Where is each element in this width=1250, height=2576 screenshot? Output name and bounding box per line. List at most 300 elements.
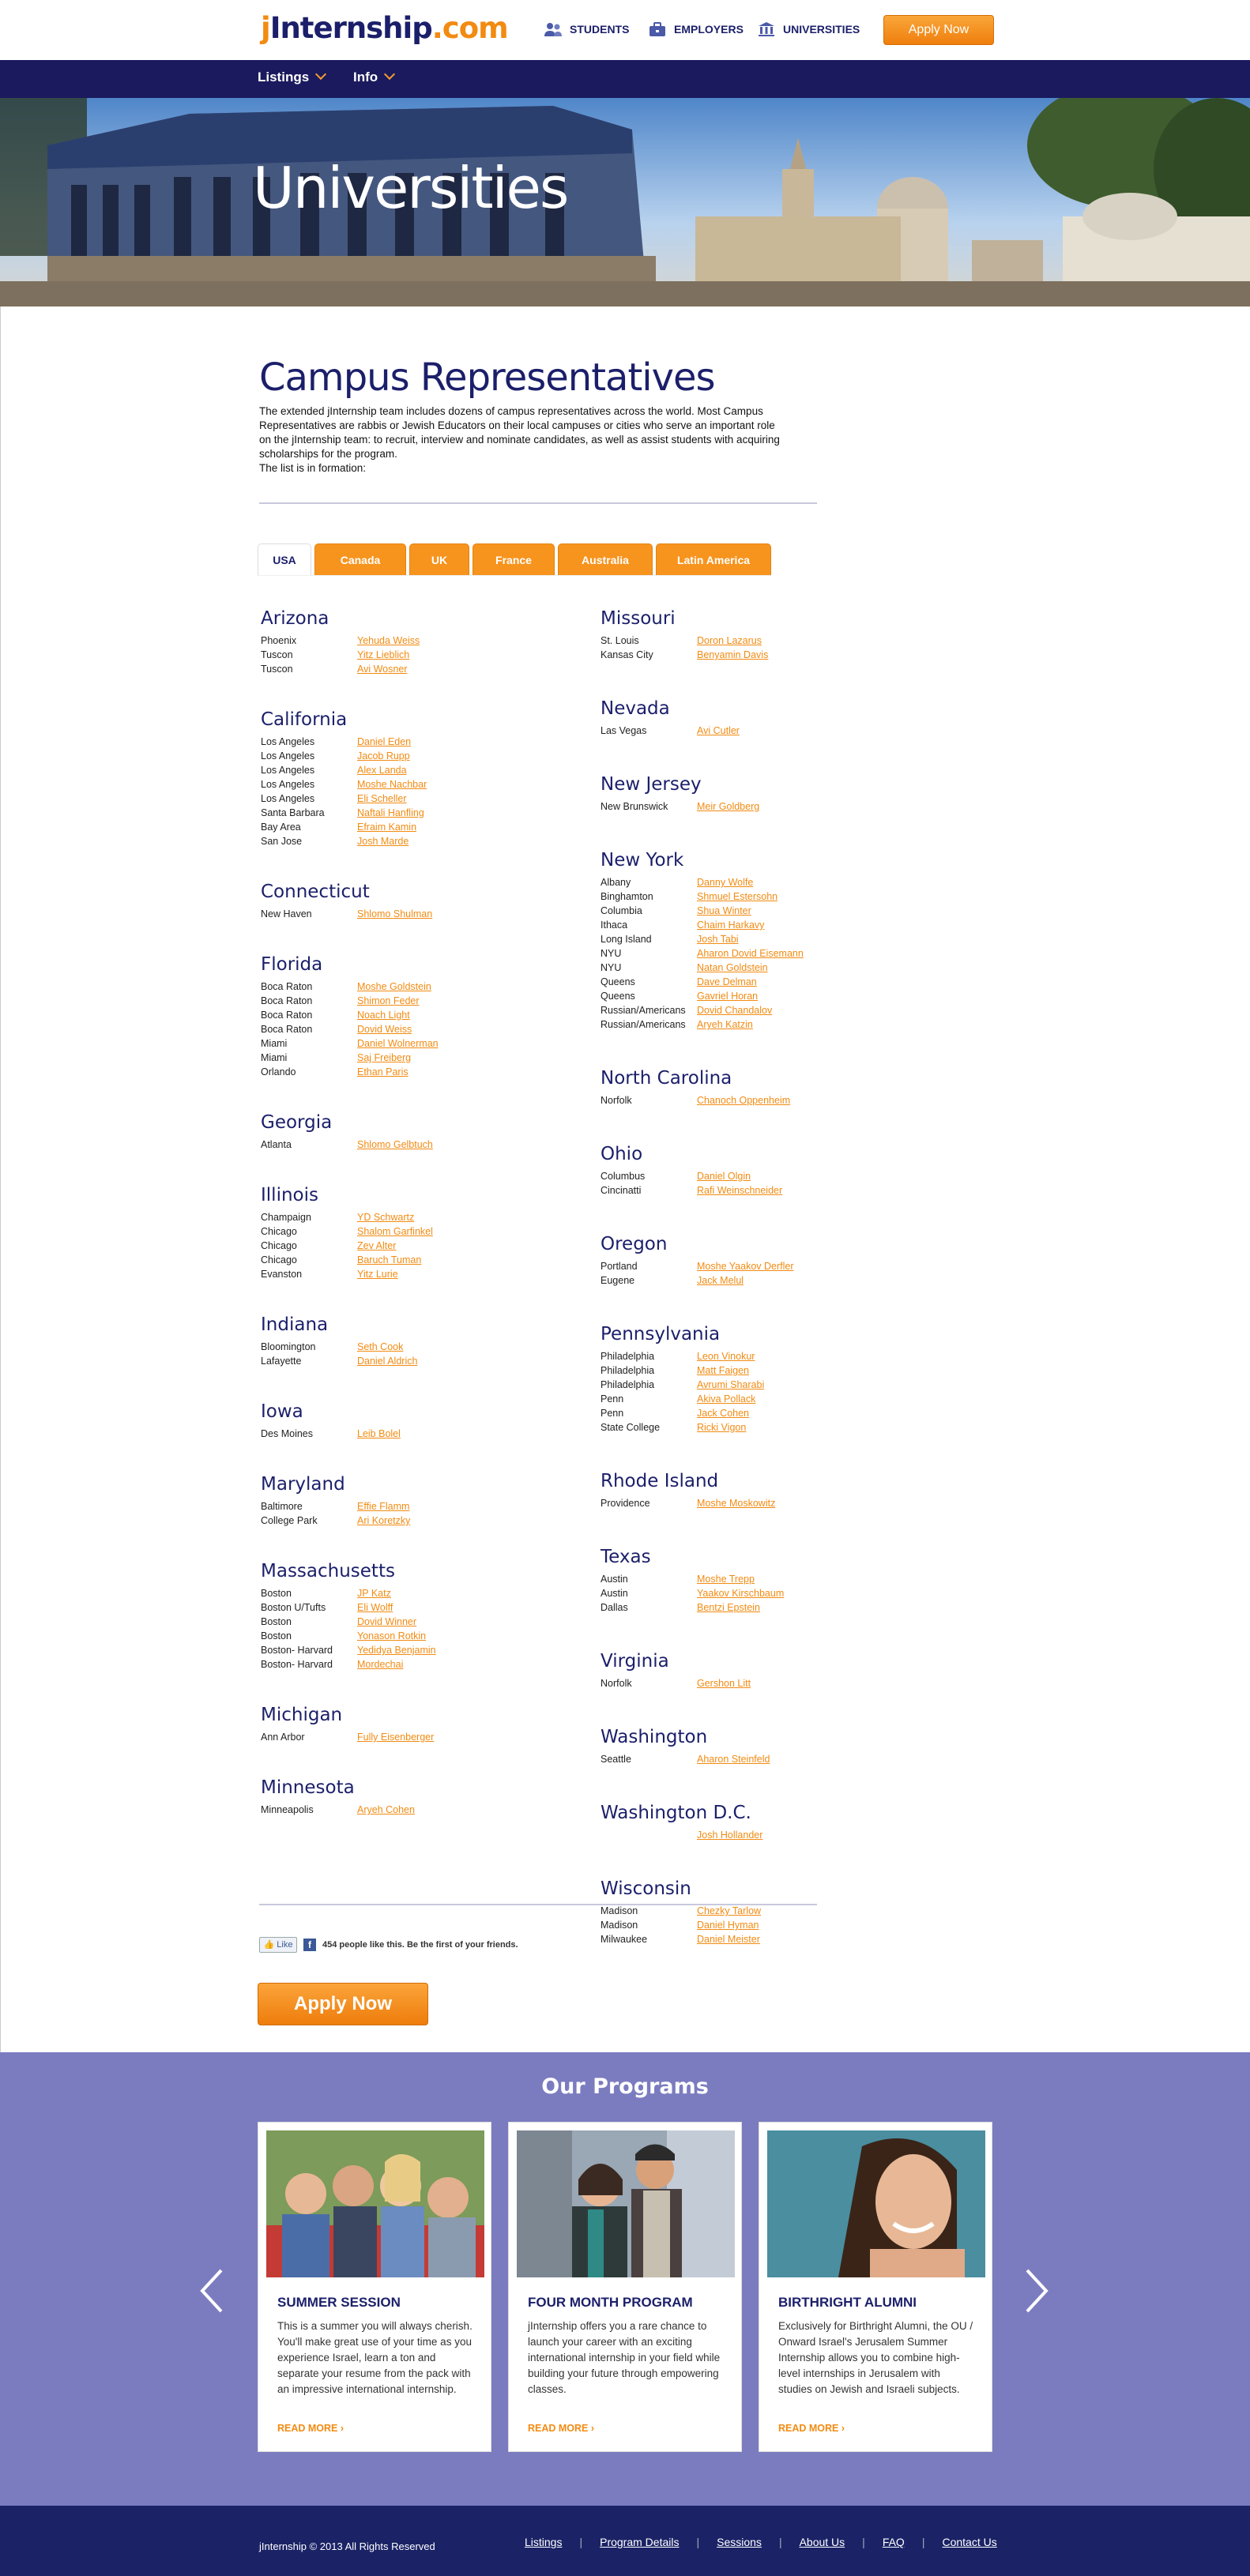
country-tabs — [258, 543, 771, 575]
state-block — [601, 1547, 932, 1615]
state-block — [261, 1314, 593, 1368]
rep-city: Boston- Harvard — [261, 1645, 333, 1656]
footer-link-about-us[interactable]: About Us — [799, 2536, 845, 2548]
rep-city: Dallas — [601, 1602, 628, 1613]
rep-city: Bloomington — [261, 1341, 316, 1352]
footer-link-faq[interactable]: FAQ — [882, 2536, 905, 2548]
rep-row — [601, 1600, 932, 1615]
rep-name-link[interactable]: Shlomo Gelbtuch — [357, 1139, 433, 1150]
rep-name-link[interactable]: Leib Bolel — [357, 1428, 401, 1439]
rep-city: Boca Raton — [261, 1024, 313, 1035]
like-button[interactable]: 👍 Like — [259, 1937, 297, 1953]
rep-row — [601, 1392, 932, 1406]
rep-city: Providence — [601, 1498, 650, 1509]
rep-row — [601, 1904, 932, 1918]
state-name: Wisconsin — [601, 1878, 691, 1899]
chevron-right-icon: › — [590, 2423, 595, 2434]
rep-city: NYU — [601, 962, 622, 973]
program-photo — [266, 2130, 484, 2277]
rep-row — [601, 1363, 932, 1378]
rep-row — [601, 1932, 932, 1946]
footer-link-listings[interactable]: Listings — [525, 2536, 563, 2548]
state-name: Rhode Island — [601, 1471, 719, 1491]
rep-row — [601, 648, 932, 662]
rep-city: New Brunswick — [601, 801, 668, 812]
state-block — [261, 1112, 593, 1152]
rep-name-link[interactable]: Yedidya Benjamin — [357, 1645, 436, 1656]
state-block — [601, 1068, 932, 1107]
state-block — [261, 1705, 593, 1744]
rep-name-link[interactable]: Dovid Winner — [357, 1616, 417, 1627]
program-card-summer[interactable] — [258, 2122, 491, 2452]
rep-name-link[interactable]: Avi Wosner — [357, 664, 408, 675]
rep-city: Seattle — [601, 1754, 631, 1765]
state-name: North Carolina — [601, 1068, 732, 1089]
rep-name-link[interactable]: Daniel Aldrich — [357, 1356, 418, 1367]
state-block — [601, 850, 932, 1032]
state-name: California — [261, 709, 348, 730]
site-header — [0, 0, 1250, 60]
rep-row — [261, 1354, 593, 1368]
tab-uk[interactable]: UK — [409, 543, 469, 575]
tab-france[interactable]: France — [473, 543, 555, 575]
rep-name-link[interactable]: Chanoch Oppenheim — [697, 1095, 791, 1106]
rep-name-link[interactable]: Chaim Harkavy — [697, 919, 765, 931]
rep-city: Columbia — [601, 905, 642, 916]
rep-row — [601, 989, 932, 1003]
rep-row — [601, 1003, 932, 1017]
rep-name-link[interactable]: Effie Flamm — [357, 1501, 410, 1512]
rep-row — [261, 1514, 593, 1528]
apply-now-button[interactable]: Apply Now — [883, 15, 994, 45]
rep-row — [601, 1496, 932, 1510]
state-name: Washington — [601, 1727, 708, 1747]
rep-row — [261, 1008, 593, 1022]
state-name: Illinois — [261, 1185, 318, 1205]
rep-row — [261, 735, 593, 749]
rep-row — [261, 662, 593, 676]
rep-city: Long Island — [601, 934, 652, 945]
state-name: Ohio — [601, 1144, 643, 1164]
read-more-link[interactable]: READ MORE › — [528, 2423, 595, 2434]
rep-row — [261, 1803, 593, 1817]
rep-name-link[interactable]: Ethan Paris — [357, 1066, 409, 1077]
rep-row — [601, 1349, 932, 1363]
program-card-title: BIRTHRIGHT ALUMNI — [778, 2295, 917, 2310]
rep-city: Miami — [261, 1052, 288, 1063]
rep-city: Kansas City — [601, 649, 653, 660]
rep-name-link[interactable]: Yaakov Kirschbaum — [697, 1588, 785, 1599]
rep-name-link[interactable]: Baruch Tuman — [357, 1254, 422, 1265]
rep-city: NYU — [601, 948, 622, 959]
rep-city: Chicago — [261, 1254, 297, 1265]
facebook-icon: f — [303, 1939, 316, 1951]
rep-name-link[interactable]: Aharon Steinfeld — [697, 1754, 770, 1765]
rep-city: Madison — [601, 1905, 638, 1916]
rep-name-link[interactable]: Jack Cohen — [697, 1408, 750, 1419]
rep-row — [601, 1406, 932, 1420]
rep-city — [601, 1828, 697, 1842]
state-block — [601, 1234, 932, 1288]
rep-city: Las Vegas — [601, 725, 647, 736]
rep-name-link[interactable]: Daniel Olgin — [697, 1171, 751, 1182]
rep-row — [261, 749, 593, 763]
state-block — [261, 1777, 593, 1817]
state-block — [601, 1803, 932, 1842]
state-name: Massachusetts — [261, 1561, 395, 1581]
state-name: Arizona — [261, 608, 329, 629]
tab-latin-america[interactable]: Latin America — [656, 543, 771, 575]
rep-name-link[interactable]: Mordechai — [357, 1659, 404, 1670]
state-name: Minnesota — [261, 1777, 355, 1798]
rep-name-link[interactable]: YD Schwartz — [357, 1212, 415, 1223]
state-name: Maryland — [261, 1474, 345, 1495]
rep-row — [261, 1643, 593, 1657]
program-photo — [266, 2130, 484, 2277]
page-title: Campus Representatives — [259, 355, 715, 400]
rep-city: Los Angeles — [261, 750, 315, 762]
rep-row — [261, 792, 593, 806]
carousel-next-arrow[interactable] — [1022, 2267, 1051, 2315]
rep-city: Austin — [601, 1574, 628, 1585]
rep-row — [261, 806, 593, 820]
state-name: Iowa — [261, 1401, 303, 1422]
rep-row — [261, 1615, 593, 1629]
tab-underline — [258, 575, 771, 576]
rep-city: Penn — [601, 1393, 624, 1405]
rep-city: Atlanta — [261, 1139, 292, 1150]
rep-row — [261, 1267, 593, 1281]
programs-section — [0, 2052, 1250, 2506]
rep-row — [261, 994, 593, 1008]
rep-row — [261, 1499, 593, 1514]
rep-name-link[interactable]: Seth Cook — [357, 1341, 404, 1352]
rep-city: Minneapolis — [261, 1804, 314, 1815]
rep-row — [601, 889, 932, 904]
rep-name-link[interactable]: Benyamin Davis — [697, 649, 769, 660]
rep-city: Miami — [261, 1038, 288, 1049]
state-name: Indiana — [261, 1314, 329, 1335]
rep-name-link[interactable]: Leon Vinokur — [697, 1351, 755, 1362]
nav-employers[interactable]: EMPLOYERS — [648, 21, 744, 37]
rep-city: San Jose — [261, 836, 303, 847]
state-block — [601, 774, 932, 814]
rep-row — [261, 820, 593, 834]
read-more-link[interactable]: READ MORE › — [778, 2423, 845, 2434]
rep-row — [601, 634, 932, 648]
rep-row — [261, 1340, 593, 1354]
rep-row — [261, 907, 593, 921]
rep-row — [601, 1572, 932, 1586]
rep-city: Norfolk — [601, 1095, 632, 1106]
rep-city: Albany — [601, 877, 631, 888]
program-photo — [517, 2130, 735, 2277]
rep-name-link[interactable]: Yonason Rotkin — [357, 1630, 427, 1641]
rep-city: Ithaca — [601, 919, 628, 931]
read-more-link[interactable]: READ MORE › — [277, 2423, 345, 2434]
rep-row — [261, 1051, 593, 1065]
rep-city: Boston- Harvard — [261, 1659, 333, 1670]
intro-text: The extended jInternship team includes dozens of campus representatives across the world. Most Campus Representatives are rabbis or Jewish Educators on their local campuses or cities who serve an important role on the jInternship team: to recruit, interview and nominate candidates, as well as assist students with acquiring scholarships for the program. The list is in formation: — [259, 405, 780, 474]
rep-name-link[interactable]: Shlomo Shulman — [357, 908, 433, 919]
rep-name-link[interactable]: Efraim Kamin — [357, 822, 417, 833]
rep-row — [601, 875, 932, 889]
rep-name-link[interactable]: Jack Melul — [697, 1275, 744, 1286]
hero-banner — [0, 98, 1250, 306]
rep-row — [261, 1239, 593, 1253]
chevron-down-icon — [315, 69, 326, 80]
rep-name-link[interactable]: Noach Light — [357, 1010, 410, 1021]
rep-city: Penn — [601, 1408, 624, 1419]
rep-city: College Park — [261, 1515, 318, 1526]
nav-students[interactable]: STUDENTS — [544, 21, 629, 37]
rep-name-link[interactable]: Avi Cutler — [697, 725, 740, 736]
divider — [259, 502, 817, 504]
state-name: Washington D.C. — [601, 1803, 751, 1823]
rep-city: Des Moines — [261, 1428, 313, 1439]
navbar-info[interactable]: Info — [353, 70, 393, 85]
rep-name-link[interactable]: Jacob Rupp — [357, 750, 410, 762]
rep-row — [261, 1600, 593, 1615]
rep-city: Milwaukee — [601, 1934, 648, 1945]
rep-city: Philadelphia — [601, 1379, 655, 1390]
rep-city: Baltimore — [261, 1501, 303, 1512]
rep-name-link[interactable]: Gavriel Horan — [697, 991, 759, 1002]
rep-row — [261, 980, 593, 994]
university-icon — [757, 21, 776, 37]
state-block — [261, 954, 593, 1079]
rep-row — [601, 1017, 932, 1032]
rep-city: St. Louis — [601, 635, 639, 646]
site-logo[interactable]: jInternship.com — [261, 11, 508, 45]
rep-row — [601, 904, 932, 918]
state-block — [601, 608, 932, 662]
program-card-title: FOUR MONTH PROGRAM — [528, 2295, 693, 2310]
rep-row — [601, 975, 932, 989]
rep-name-link[interactable]: Moshe Moskowitz — [697, 1498, 776, 1509]
nav-universities[interactable]: UNIVERSITIES — [757, 21, 860, 37]
rep-row — [261, 1730, 593, 1744]
rep-row — [261, 1022, 593, 1036]
rep-city: Boston — [261, 1630, 292, 1641]
rep-city: Tuscon — [261, 664, 293, 675]
tab-australia[interactable]: Australia — [558, 543, 653, 575]
rep-row — [601, 724, 932, 738]
rep-name-link[interactable]: Yitz Lieblich — [357, 649, 410, 660]
rep-city: Lafayette — [261, 1356, 302, 1367]
rep-name-link[interactable]: Daniel Eden — [357, 736, 412, 747]
program-photo — [767, 2130, 985, 2277]
rep-name-link[interactable]: Rafi Weinschneider — [697, 1185, 783, 1196]
rep-name-link[interactable]: Saj Freiberg — [357, 1052, 412, 1063]
program-card-desc: jInternship offers you a rare chance to launch your career with an exciting international internship in your field while building your future through empowering classes. — [528, 2320, 721, 2395]
rep-row — [601, 1378, 932, 1392]
rep-name-link[interactable]: Shmuel Estersohn — [697, 891, 778, 902]
rep-city: Los Angeles — [261, 779, 315, 790]
state-block — [261, 882, 593, 921]
rep-city: State College — [601, 1422, 661, 1433]
rep-name-link[interactable]: Yitz Lurie — [357, 1269, 398, 1280]
rep-city: Boca Raton — [261, 981, 313, 992]
state-name: New York — [601, 850, 684, 871]
state-block — [261, 1474, 593, 1528]
rep-row — [601, 1183, 932, 1198]
rep-row — [261, 634, 593, 648]
rep-name-link[interactable]: Josh Tabi — [697, 934, 739, 945]
rep-city: Orlando — [261, 1066, 296, 1077]
rep-row — [261, 1629, 593, 1643]
rep-name-link[interactable]: Aryeh Cohen — [357, 1804, 415, 1815]
rep-name-link[interactable]: Gershon Litt — [697, 1678, 751, 1689]
rep-row — [261, 1210, 593, 1224]
program-card-four-month[interactable] — [508, 2122, 742, 2452]
rep-name-link[interactable]: Fully Eisenberger — [357, 1732, 435, 1743]
rep-city: Russian/Americans — [601, 1019, 686, 1030]
state-name: Georgia — [261, 1112, 333, 1133]
chevron-right-icon: › — [841, 2423, 845, 2434]
rep-name-link[interactable]: Ricki Vigon — [697, 1422, 747, 1433]
rep-name-link[interactable]: Bentzi Epstein — [697, 1602, 760, 1613]
state-block — [261, 709, 593, 848]
students-icon — [544, 21, 563, 37]
carousel-prev-arrow[interactable] — [198, 2267, 226, 2315]
rep-name-link[interactable]: Naftali Hanfling — [357, 807, 424, 818]
state-block — [261, 1401, 593, 1441]
main-navbar — [0, 60, 1250, 98]
rep-name-link[interactable]: JP Katz — [357, 1588, 391, 1599]
rep-row — [601, 1169, 932, 1183]
rep-city: Boston U/Tufts — [261, 1602, 326, 1613]
rep-city: Philadelphia — [601, 1365, 655, 1376]
state-block — [261, 1561, 593, 1672]
rep-row — [601, 1273, 932, 1288]
state-name: New Jersey — [601, 774, 702, 795]
state-block — [601, 1471, 932, 1510]
tab-usa[interactable]: USA — [258, 543, 311, 575]
rep-name-link[interactable]: Yehuda Weiss — [357, 635, 420, 646]
program-card-desc: Exclusively for Birthright Alumni, the OU / Onward Israel's Jerusalem Summer Internship allows you to combine high-level internships in Jerusalem with studies on Jewish and Israeli subjects. — [778, 2320, 973, 2395]
rep-row — [601, 1420, 932, 1435]
rep-name-link[interactable]: Moshe Trepp — [697, 1574, 755, 1585]
hero-image — [0, 98, 1250, 306]
state-name: Florida — [261, 954, 323, 975]
footer-link-program-details[interactable]: Program Details — [600, 2536, 680, 2548]
rep-city: Columbus — [601, 1171, 646, 1182]
rep-name-link[interactable]: Ari Koretzky — [357, 1515, 411, 1526]
rep-name-link[interactable]: Moshe Goldstein — [357, 981, 431, 992]
state-name: Missouri — [601, 608, 676, 629]
rep-name-link[interactable]: Matt Faigen — [697, 1365, 750, 1376]
rep-city: Norfolk — [601, 1678, 632, 1689]
copyright: jInternship © 2013 All Rights Reserved — [259, 2540, 435, 2552]
rep-name-link[interactable]: Alex Landa — [357, 765, 407, 776]
footer-links: Listings | Program Details | Sessions | About Us | FAQ | Contact Us — [525, 2536, 997, 2548]
rep-name-link[interactable]: Eli Scheller — [357, 793, 407, 804]
rep-name-link[interactable]: Moshe Nachbar — [357, 779, 427, 790]
rep-name-link[interactable]: Shua Winter — [697, 905, 751, 916]
footer-link-contact-us[interactable]: Contact Us — [942, 2536, 997, 2548]
rep-row — [261, 1138, 593, 1152]
rep-name-link[interactable]: Zev Alter — [357, 1240, 397, 1251]
rep-row — [261, 1065, 593, 1079]
rep-city: Boston — [261, 1616, 292, 1627]
state-name: Texas — [601, 1547, 651, 1567]
hero-title: Universities — [253, 155, 568, 221]
program-card-birthright[interactable] — [759, 2122, 992, 2452]
rep-city: Binghamton — [601, 891, 653, 902]
rep-city: Bay Area — [261, 822, 301, 833]
rep-row — [261, 1657, 593, 1672]
rep-city: Boca Raton — [261, 1010, 313, 1021]
rep-city: Russian/Americans — [601, 1005, 686, 1016]
rep-city: Eugene — [601, 1275, 635, 1286]
rep-name-link[interactable]: Eli Wolff — [357, 1602, 393, 1613]
rep-row — [261, 648, 593, 662]
rep-city: Los Angeles — [261, 765, 315, 776]
rep-name-link[interactable]: Shalom Garfinkel — [357, 1226, 433, 1237]
state-block — [601, 1651, 932, 1690]
program-card-title: SUMMER SESSION — [277, 2295, 401, 2310]
rep-name-link[interactable]: Dave Delman — [697, 976, 757, 987]
briefcase-icon — [648, 21, 667, 37]
rep-name-link[interactable]: Daniel Hyman — [697, 1920, 759, 1931]
rep-name-link[interactable]: Aryeh Katzin — [697, 1019, 753, 1030]
rep-name-link[interactable]: Meir Goldberg — [697, 801, 760, 812]
rep-city: Chicago — [261, 1226, 297, 1237]
rep-row — [261, 777, 593, 792]
rep-name-link[interactable]: Josh Marde — [357, 836, 409, 847]
rep-city: Portland — [601, 1261, 638, 1272]
rep-city: Queens — [601, 991, 635, 1002]
rep-name-link[interactable]: Moshe Yaakov Derfler — [697, 1261, 794, 1272]
rep-row — [261, 1427, 593, 1441]
state-block — [601, 1878, 932, 1946]
rep-row — [261, 763, 593, 777]
rep-name-link[interactable]: Akiva Pollack — [697, 1393, 756, 1405]
rep-name-link[interactable]: Natan Goldstein — [697, 962, 768, 973]
apply-now-big-button[interactable]: Apply Now — [258, 1983, 428, 2025]
rep-name-link[interactable]: Shimon Feder — [357, 995, 420, 1006]
rep-row — [261, 1586, 593, 1600]
state-name: Virginia — [601, 1651, 669, 1672]
rep-name-link[interactable]: Doron Lazarus — [697, 635, 762, 646]
rep-name-link[interactable]: Chezky Tarlow — [697, 1905, 762, 1916]
footer-link-sessions[interactable]: Sessions — [717, 2536, 762, 2548]
rep-name-link[interactable]: Josh Hollander — [697, 1830, 763, 1841]
rep-name-link[interactable]: Dovid Weiss — [357, 1024, 412, 1035]
state-name: Oregon — [601, 1234, 668, 1254]
chevron-right-icon: › — [340, 2423, 345, 2434]
rep-city: Chicago — [261, 1240, 297, 1251]
rep-row — [601, 799, 932, 814]
tab-canada[interactable]: Canada — [314, 543, 406, 575]
rep-name-link[interactable]: Aharon Dovid Eisemann — [697, 948, 804, 959]
rep-name-link[interactable]: Avrumi Sharabi — [697, 1379, 765, 1390]
rep-city: Austin — [601, 1588, 628, 1599]
rep-name-link[interactable]: Dovid Chandalov — [697, 1005, 773, 1016]
rep-row — [601, 1093, 932, 1107]
rep-city: Evanston — [261, 1269, 303, 1280]
rep-name-link[interactable]: Daniel Wolnerman — [357, 1038, 439, 1049]
program-photo — [517, 2130, 735, 2277]
rep-name-link[interactable]: Danny Wolfe — [697, 877, 754, 888]
rep-row — [601, 1586, 932, 1600]
state-block — [601, 1324, 932, 1435]
navbar-listings[interactable]: Listings — [258, 70, 325, 85]
rep-city: New Haven — [261, 908, 312, 919]
rep-name-link[interactable]: Daniel Meister — [697, 1934, 760, 1945]
site-footer — [0, 2506, 1250, 2576]
